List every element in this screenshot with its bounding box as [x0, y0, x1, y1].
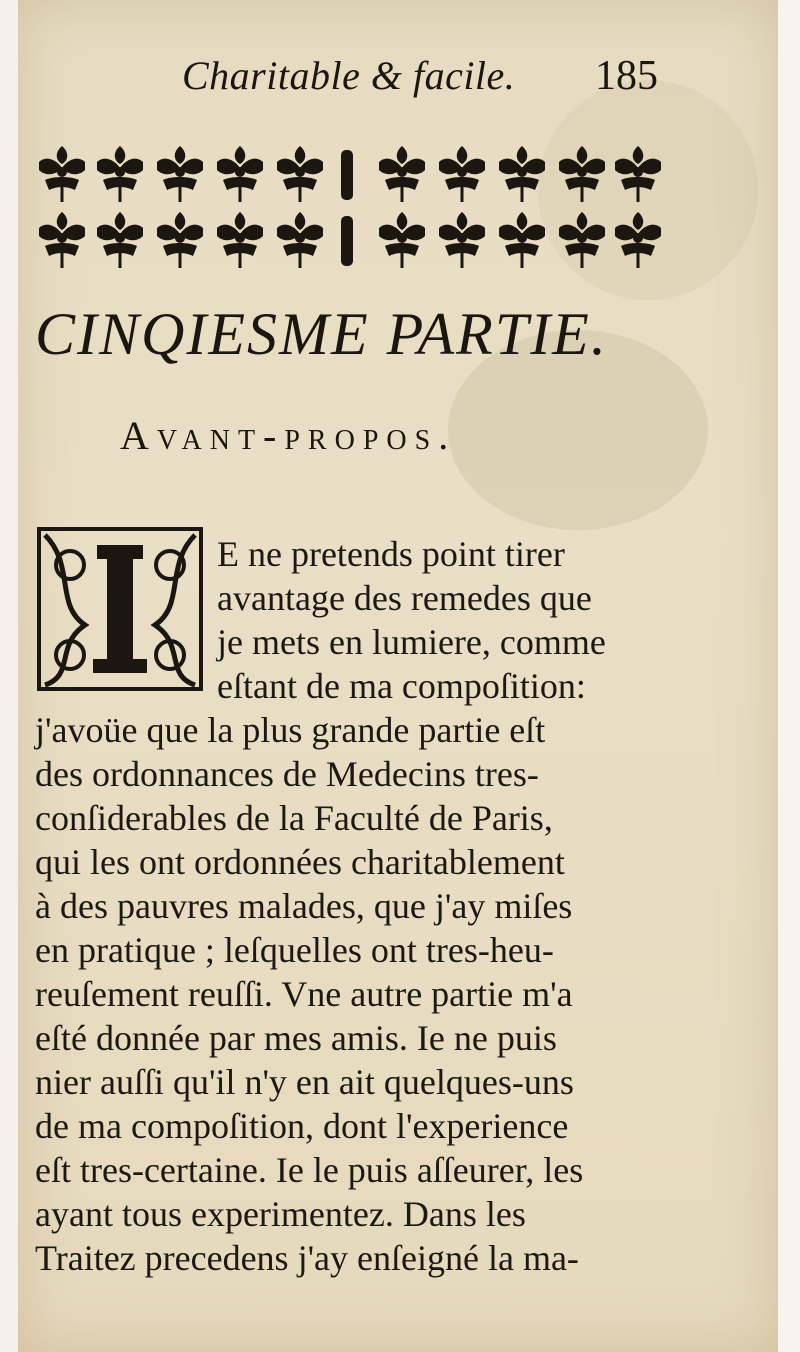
body-line: des ordonnances de Medecins tres-	[35, 754, 539, 794]
body-line: eſt tres-certaine. Ie le puis aſſeurer, les	[35, 1150, 584, 1190]
body-line: qui les ont ordonnées charitablement	[35, 842, 565, 882]
section-title: Avant-propos.	[120, 413, 457, 458]
page-header	[150, 52, 710, 112]
body-line: ayant tous experimentez. Dans les	[35, 1194, 526, 1234]
body-line: E ne pretends point tirer	[217, 534, 565, 574]
body-line: eſté donnée par mes amis. Ie ne puis	[35, 1018, 557, 1058]
body-line: avantage des remedes que	[217, 578, 592, 618]
page-number: 185	[595, 53, 658, 99]
body-line: reuſement reuſſi. Vne autre partie m'a	[35, 974, 573, 1014]
running-head: Charitable & facile.	[182, 53, 516, 98]
body-line: en pratique ; leſquelles ont tres-heu-	[35, 930, 554, 970]
page-edge	[778, 0, 800, 1352]
body-line: conſiderables de la Faculté de Paris,	[35, 798, 553, 838]
body-line: de ma compoſition, dont l'experience	[35, 1106, 569, 1146]
body-line: Traitez precedens j'ay enſeigné la ma-	[35, 1238, 579, 1278]
fleuron-ornament-icon	[35, 142, 665, 274]
part-title: CINQIESME PARTIE.	[35, 301, 608, 367]
body-line: nier auſſi qu'il n'y en ait quelques-uns	[35, 1062, 574, 1102]
decorated-initial-i-icon	[35, 525, 205, 693]
body-line: à des pauvres malades, que j'ay miſes	[35, 886, 573, 926]
body-line: je mets en lumiere, comme	[217, 622, 606, 662]
body-line: j'avoüe que la plus grande partie eſt	[35, 710, 546, 750]
body-line: eſtant de ma compoſition:	[217, 666, 586, 706]
